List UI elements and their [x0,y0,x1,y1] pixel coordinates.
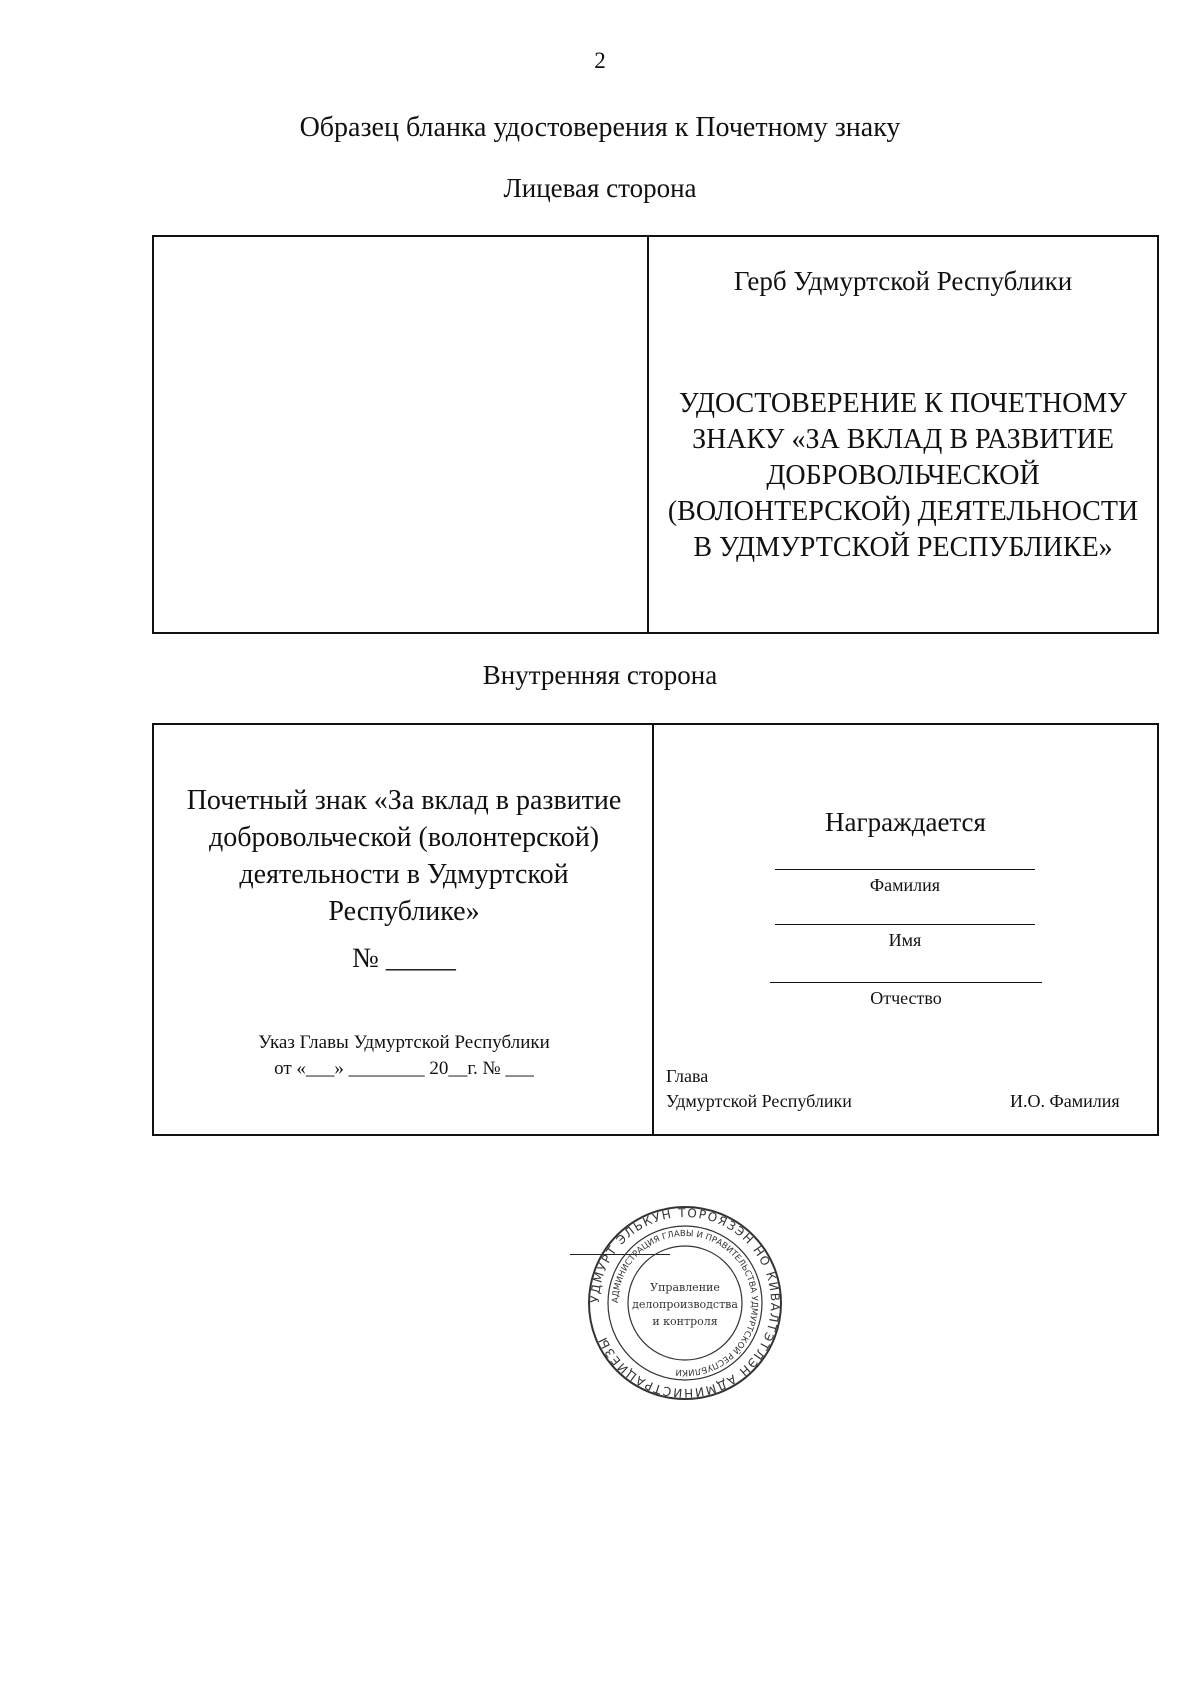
patronymic-caption: Отчество [870,988,942,1008]
awarded-label: Награждается [825,807,986,837]
certificate-title-line: ЗНАКУ «ЗА ВКЛАД В РАЗВИТИЕ [692,424,1114,455]
surname-caption: Фамилия [869,875,941,895]
stamp-middle-text: АДМИНИСТРАЦИЯ ГЛАВЫ И ПРАВИТЕЛЬСТВА УДМУРТСКОЙ РЕСПУБЛИКИ [610,1228,760,1378]
certificate-title-line: ДОБРОВОЛЬЧЕСКОЙ [766,460,1040,491]
page-number: 2 [594,48,606,73]
surname-line [775,869,1035,870]
badge-title-line: деятельности в Удмуртской [239,859,569,890]
front-side-label: Лицевая сторона [503,173,697,203]
certificate-title-line: (ВОЛОНТЕРСКОЙ) ДЕЯТЕЛЬНОСТИ [667,496,1139,527]
badge-title [160,782,648,930]
stamp-center-line: Управление [650,1281,720,1294]
coat-of-arms-placeholder: Герб Удмуртской Республики [733,266,1073,296]
inner-side-label: Внутренняя сторона [482,660,718,690]
certificate-title [655,386,1151,566]
name-line [775,924,1035,925]
head-region: Удмуртской Республики [666,1091,852,1111]
name-caption: Имя [888,930,922,950]
head-signature-name: И.О. Фамилия [1010,1091,1120,1111]
patronymic-line [770,982,1042,983]
document-title: Образец бланка удостоверения к Почетному знаку [299,112,901,143]
badge-title-line: Республике» [328,896,480,927]
stamp-center-line: делопроизводства [632,1298,738,1311]
head-title: Глава [666,1066,709,1086]
decree-date-field: от «___» ________ 20__г. № ___ [274,1058,534,1079]
inner-side-divider [652,723,654,1136]
certificate-title-line: В УДМУРТСКОЙ РЕСПУБЛИКЕ» [693,532,1113,563]
stamp-outer-text: УДМУРТ ЭЛЬКУН ТӦРОЯЗЭН НО КИВАЛТЭТЛЭН АДМИНИСТРАЦИЕЗЫ [587,1205,783,1401]
official-stamp [585,1203,785,1403]
badge-title-line: добровольческой (волонтерской) [208,822,600,853]
decree-label: Указ Главы Удмуртской Республики [258,1032,550,1053]
certificate-title-line: УДОСТОВЕРЕНИЕ К ПОЧЕТНОМУ [678,388,1128,419]
badge-number-field: № _____ [352,943,456,974]
stamp-center-line: и контроля [652,1315,718,1328]
badge-title-line: Почетный знак «За вклад в развитие [186,785,622,816]
